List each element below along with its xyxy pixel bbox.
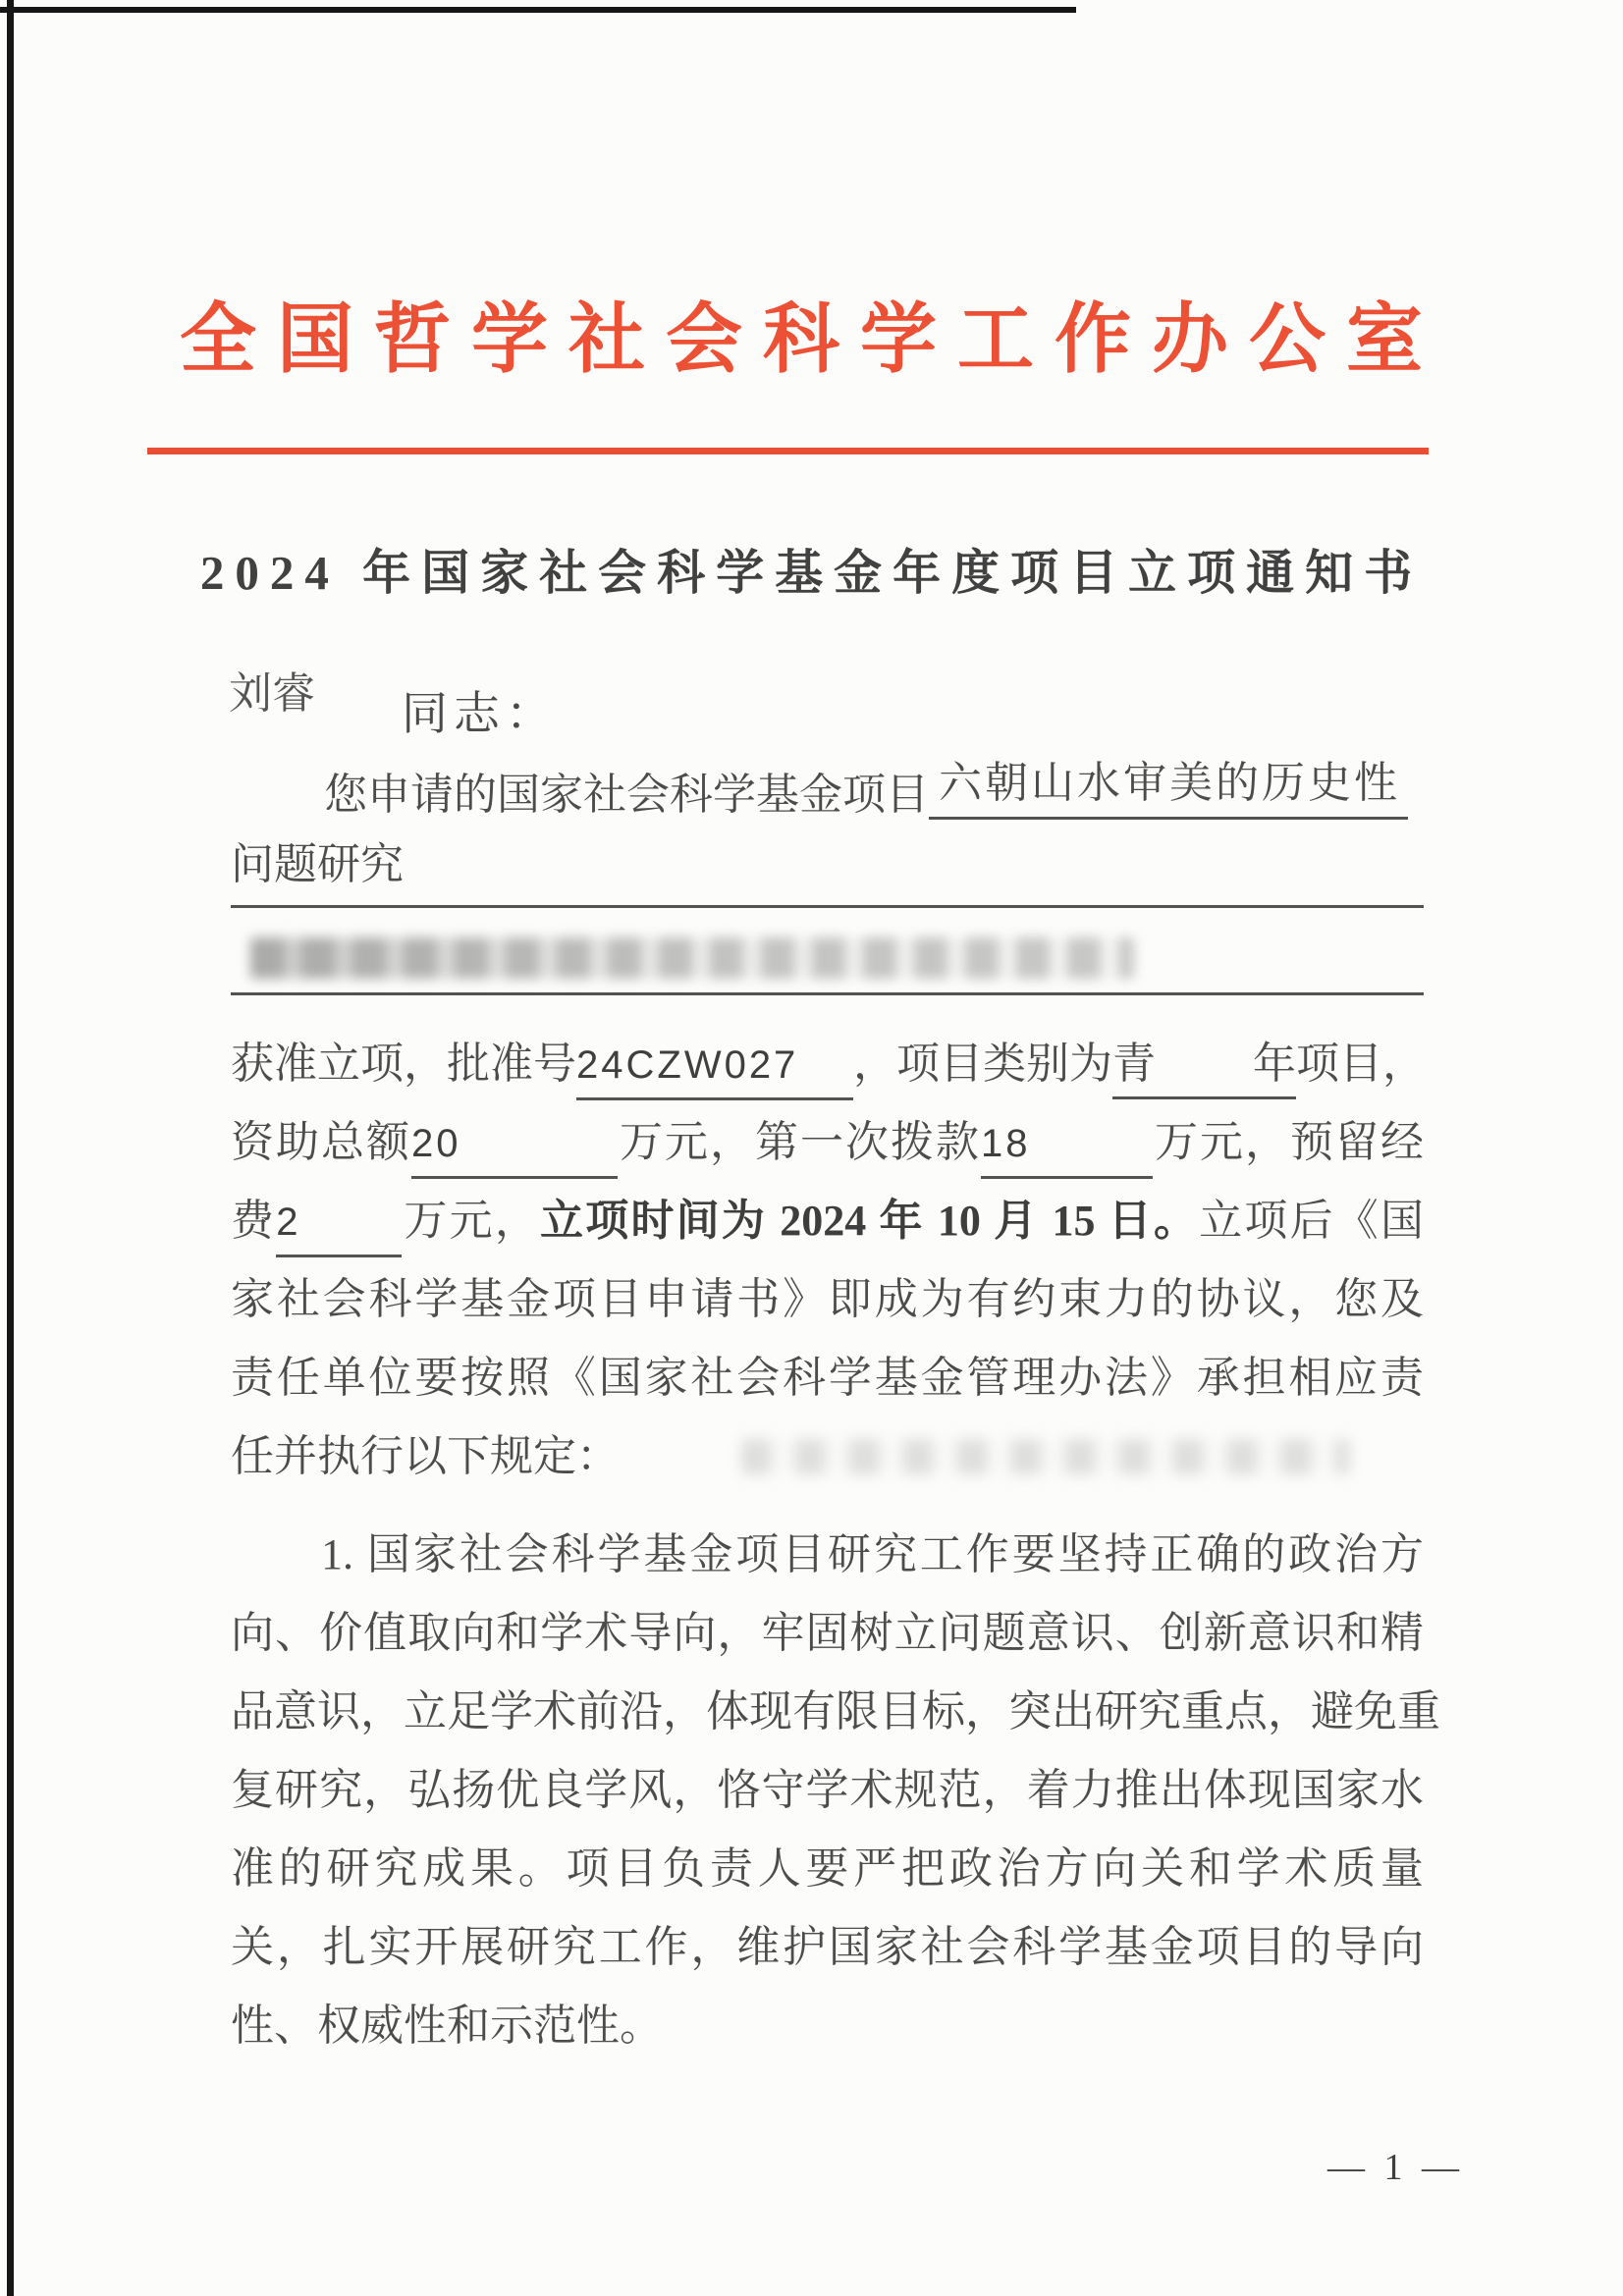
recipient-suffix: 同志： — [402, 689, 558, 740]
header-rule — [147, 448, 1429, 454]
rule1-line-1: 1. 国家社会科学基金项目研究工作要坚持正确的政治方 — [321, 1530, 1424, 1578]
approval-pre: 获准立项，批准号 — [231, 1040, 576, 1088]
line-agreement-2: 责任单位要按照《国家社会科学基金管理办法》承担相应责 — [231, 1354, 1424, 1402]
approval-post: 项目， — [1296, 1040, 1426, 1088]
recipient-name: 刘睿 — [229, 669, 315, 718]
line-agreement-1: 家社会科学基金项目申请书》即成为有约束力的协议，您及 — [231, 1275, 1424, 1323]
blank-underline-ghost-row — [231, 908, 1424, 995]
reserve-pre: 费 — [231, 1197, 277, 1245]
first-payment: 18 — [981, 1117, 1153, 1179]
page-number: — 1 — — [1327, 2147, 1464, 2188]
line-reserve-date — [231, 1182, 1424, 1260]
scan-edge-top — [0, 7, 1076, 13]
reserved-amount: 2 — [276, 1196, 402, 1257]
project-category: 青年 — [1112, 1038, 1296, 1099]
agreement-3-text: 任并执行以下规定： — [231, 1432, 620, 1480]
project-title-line2: 问题研究 — [231, 834, 1424, 908]
line-intro — [231, 756, 1424, 834]
rule1-line-4: 复研究，弘扬优良学风，恪守学术规范，着力推出体现国家水 — [231, 1766, 1424, 1814]
document-title: 2024 年国家社会科学基金年度项目立项通知书 — [199, 546, 1424, 600]
salutation-row — [229, 656, 558, 744]
rule1-line-5: 准的研究成果。项目负责人要严把政治方向关和学术质量 — [231, 1844, 1424, 1893]
vertical-spacer — [231, 995, 1424, 1025]
ink-bleedthrough-smudge-2 — [741, 1439, 1350, 1474]
reserve-post: 立项后《国 — [1199, 1197, 1425, 1245]
funding-mid: 万元，第一次拨款 — [618, 1118, 981, 1166]
funding-post: 万元，预留经 — [1153, 1118, 1424, 1166]
intro-prefix: 您申请的国家社会科学基金项目 — [324, 771, 929, 819]
line-approval — [231, 1025, 1424, 1103]
ink-bleedthrough-smudge — [250, 937, 1134, 979]
org-header: 全国哲学社会科学工作办公室 — [179, 296, 1443, 382]
project-start-date: 立项时间为 2024 年 10 月 15 日。 — [540, 1197, 1200, 1245]
indent-spacer — [231, 756, 324, 834]
total-amount: 20 — [411, 1117, 618, 1179]
line-funding — [231, 1103, 1424, 1182]
letter-body — [231, 756, 1440, 2065]
rule1-line-2: 向、价值取向和学术导向，牢固树立问题意识、创新意识和精 — [231, 1609, 1424, 1657]
vertical-spacer — [231, 1496, 1424, 1516]
project-title-line1: 六朝山水审美的历史性 — [929, 756, 1408, 820]
rule1-line-3: 品意识，立足学术前沿，体现有限目标，突出研究重点，避免重 — [231, 1687, 1440, 1735]
approval-number: 24CZW027 — [576, 1039, 853, 1100]
funding-pre: 资助总额 — [231, 1118, 411, 1166]
reserve-mid: 万元， — [402, 1197, 541, 1245]
approval-mid: ，项目类别为 — [853, 1040, 1112, 1088]
line-agreement-3 — [231, 1417, 1424, 1496]
rule1-line-6: 关，扎实开展研究工作，维护国家社会科学基金项目的导向 — [231, 1923, 1424, 1971]
rule1-line-7: 性、权威性和示范性。 — [231, 2002, 663, 2050]
